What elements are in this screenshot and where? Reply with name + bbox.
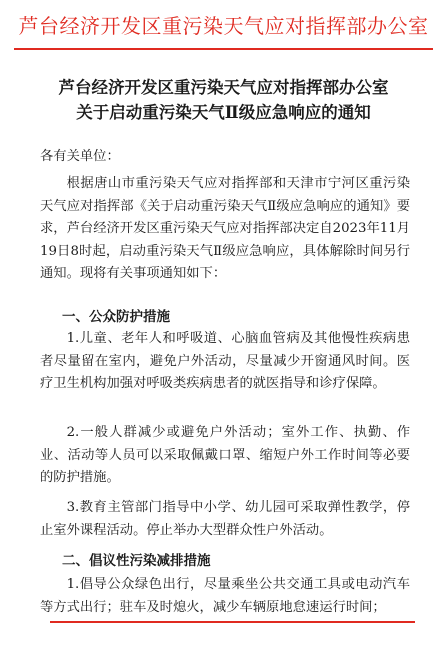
section-1-item-2: 2.一般人群减少或避免户外活动；室外工作、执勤、作业、活动等人员可以采取佩戴口罩、缩短户外工作时间等必要的防护措施。 xyxy=(40,425,410,485)
section-1-heading: 一、公众防护措施 xyxy=(62,309,170,325)
section-2-heading: 二、倡议性污染减排措施 xyxy=(62,553,211,569)
salutation: 各有关单位： xyxy=(40,149,120,164)
section-1-item-1: 1.儿童、老年人和呼吸道、心脑血管病及其他慢性疾病患者尽量留在室内，避免户外活动，尽量减少开窗通风时间。医疗卫生机构加强对呼吸类疾病患者的就医指导和诊疗保障。 xyxy=(40,331,410,391)
section-1-item-3: 3.教育主管部门指导中小学、幼儿园可采取弹性教学，停止室外课程活动。停止举办大型群众性户外活动。 xyxy=(40,500,410,538)
masthead: 芦台经济开发区重污染天气应对指挥部办公室 xyxy=(18,14,429,38)
masthead-divider xyxy=(14,48,433,50)
document-title-line-1: 芦台经济开发区重污染天气应对指挥部办公室 xyxy=(58,78,389,97)
section-2-item-1: 1.倡导公众绿色出行，尽量乘坐公共交通工具或电动汽车等方式出行；驻车及时熄火，减少车辆原地怠速运行时间； xyxy=(40,577,410,615)
bottom-divider xyxy=(50,621,415,623)
document-title-line-2: 关于启动重污染天气Ⅱ级应急响应的通知 xyxy=(76,103,371,122)
intro-paragraph: 根据唐山市重污染天气应对指挥部和天津市宁河区重污染天气应对指挥部《关于启动重污染天气Ⅱ级应急响应的通知》要求，芦台经济开发区重污染天气应对指挥部决定自2023年11月19日8时起，启动重污染天气Ⅱ级应急响应，具体解除时间另行通知。现将有关事项通知如下： xyxy=(40,176,410,281)
